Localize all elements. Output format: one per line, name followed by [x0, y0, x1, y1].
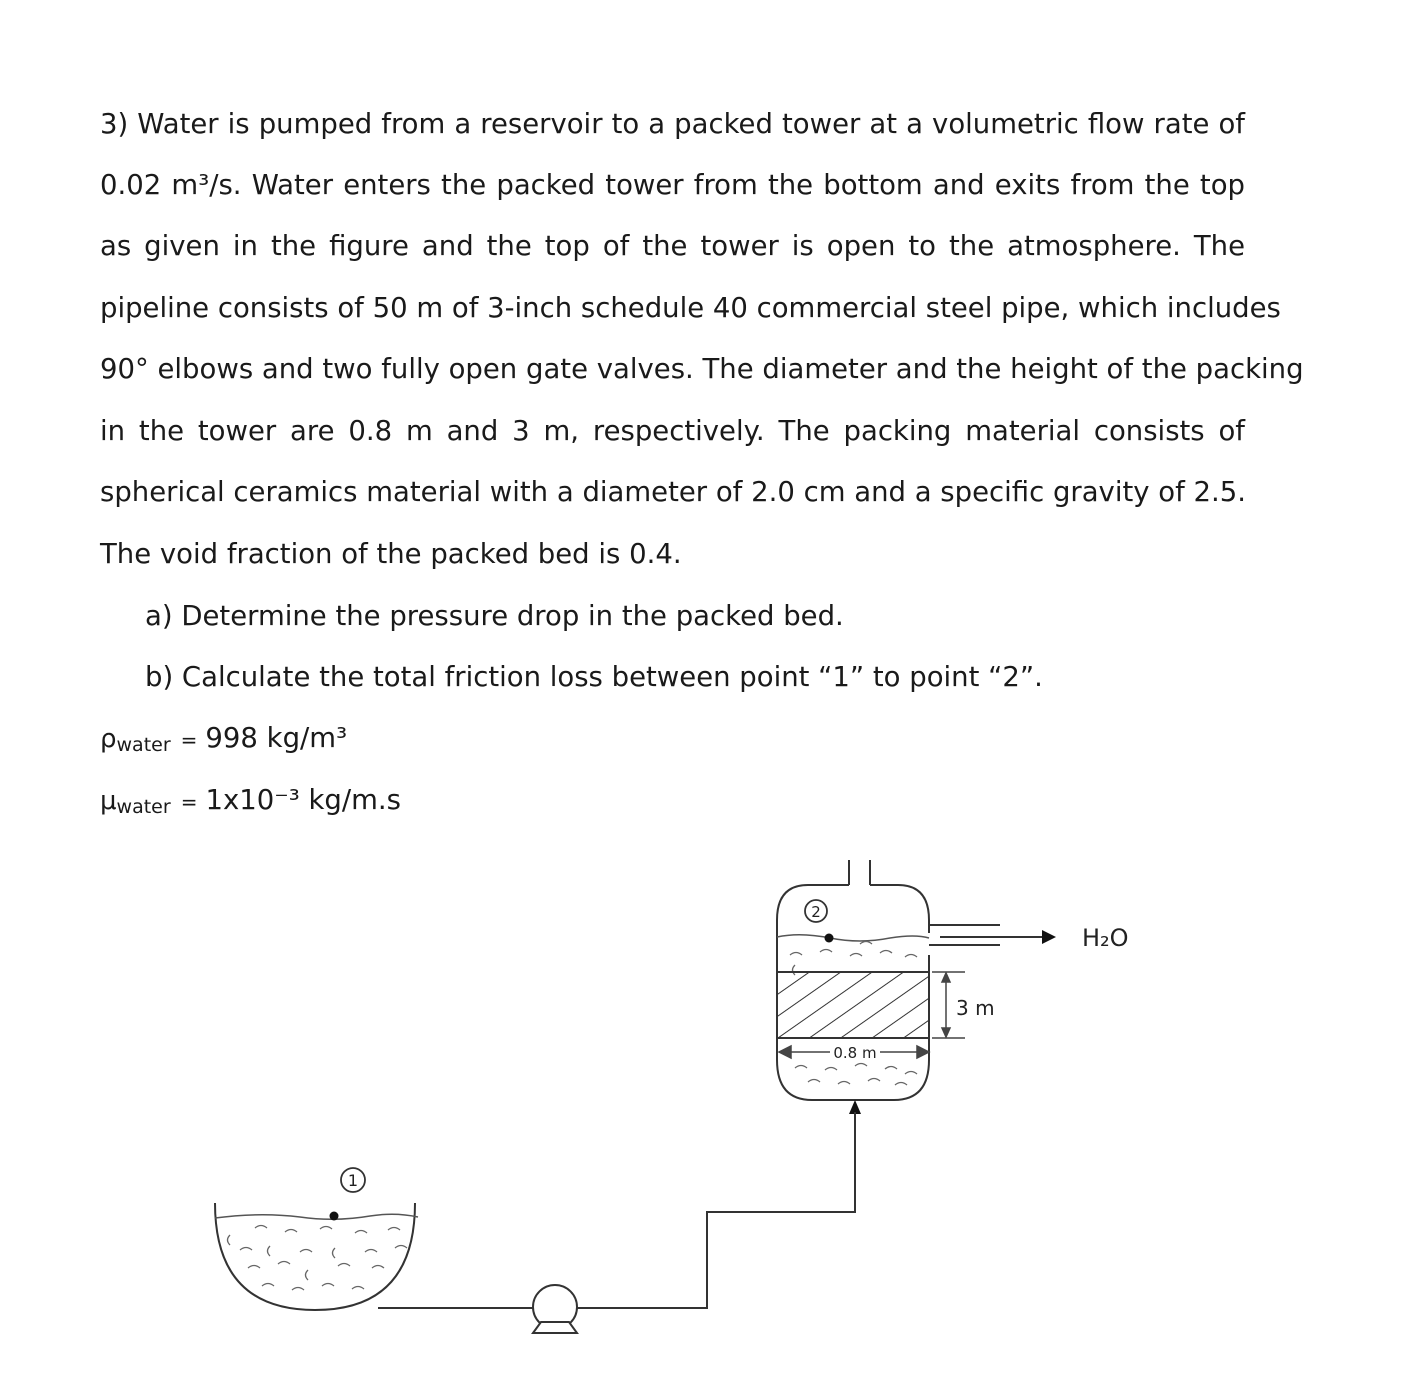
- density-symbol: ρ: [100, 724, 117, 754]
- viscosity-subscript: water: [116, 796, 171, 818]
- outlet-label: H₂O: [1082, 924, 1129, 952]
- point-1-marker: [330, 1212, 339, 1221]
- density-equals: =: [180, 728, 198, 752]
- pump: [533, 1285, 577, 1333]
- problem-line-7: spherical ceramics material with a diameter of 2.0 cm and a specific gravity of 2.5.: [100, 476, 1246, 508]
- problem-line-4: pipeline consists of 50 m of 3-inch schedule 40 commercial steel pipe, which includes: [100, 292, 1281, 324]
- viscosity-value: 1x10⁻³ kg/m.s: [205, 784, 402, 816]
- inlet-arrow-icon: [849, 1100, 861, 1114]
- pipeline: [378, 1112, 855, 1308]
- problem-line-5: 90° elbows and two fully open gate valves. The diameter and the height of the packing: [100, 353, 1304, 385]
- point-2-label: 2: [811, 903, 821, 921]
- outlet-pipe: [929, 925, 1048, 945]
- problem-line-8: The void fraction of the packed bed is 0.4.: [100, 538, 682, 570]
- packing-bed: [777, 972, 929, 1038]
- question-b: b) Calculate the total friction loss between point “1” to point “2”.: [145, 661, 1043, 693]
- density-subscript: water: [116, 734, 171, 756]
- point-2-marker: [825, 934, 834, 943]
- reservoir-water-ripples: [228, 1226, 408, 1291]
- height-label: 3 m: [956, 996, 995, 1020]
- density-value: 998 kg/m³: [205, 722, 348, 754]
- outlet-arrow-icon: [1042, 930, 1056, 944]
- diameter-label: 0.8 m: [833, 1044, 877, 1062]
- tower-water-surface: [777, 935, 929, 941]
- point-1-label: 1: [347, 1171, 359, 1190]
- question-a: a) Determine the pressure drop in the packed bed.: [145, 600, 844, 632]
- problem-line-2: 0.02 m³/s. Water enters the packed tower from the bottom and exits from the top: [100, 169, 1245, 201]
- viscosity-symbol: μ: [100, 786, 117, 816]
- problem-line-1: 3) Water is pumped from a reservoir to a packed tower at a volumetric flow rate of: [100, 108, 1245, 140]
- problem-line-3: as given in the figure and the top of the tower is open to the atmosphere. The: [100, 230, 1245, 262]
- problem-line-6: in the tower are 0.8 m and 3 m, respectively. The packing material consists of: [100, 415, 1245, 447]
- reservoir-water-surface: [215, 1214, 418, 1219]
- viscosity-equals: =: [180, 790, 198, 814]
